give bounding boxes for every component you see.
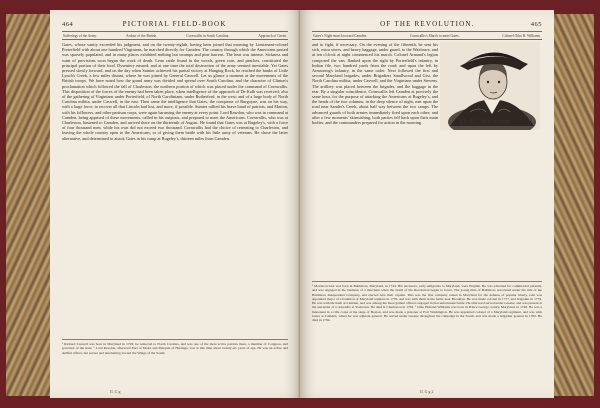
left-page-header [62,18,288,30]
right-subhead: Cornwallis's March to meet Gates. [409,33,460,38]
left-body-text: Gates, whose vanity exceeded his judgment, and on the twenty-eighth, having been joined that morning by Lieutenant-colonel Porterfield with about one hundred Virginians, he marched directly for Camden. The country through which the Americans passed was sparsely populated, and in many places exhibited nothing but swamps and pine barrens. The heat was intense. Sickness and want of provisions soon began the work of death. Lean cattle found in the woods, green corn, and peaches, constituted the principal portion of their food. Dysentery ensued, and at one time the total destruction of the army seemed inevitable. Yet Gates pressed slowly forward, and on the day when Sumter achieved his partial victory at Hanging Rock, he reached the banks of Little Lynch's Creek, a few miles distant, where he was joined by General Caswell. Let us glance a moment at the movements of the British troops. We have noted how the grand army was divided and spread over South Carolina, and the character of Clinton's proclamation which followed the fall of Charleston, the northern portion of which was placed under the command of Cornwallis. This disposition of the forces of the enemy had been taken place, when intelligence of the approach of De Kalb was received; also of the gathering of Virginians under Porterfield, of North Carolinians, under Rutherford, in the west; and of a large body of North Carolina militia, under Caswell, in the east. Then came the intelligence that Gates, the conqueror of Burgoyne, was on his way, with a large force, to recover all that Lincoln had lost, and more, if possible. Sumter rallied his brave band of patriots, and Marion, with his followers, and other partisan corps, were again harassing the enemy at every point. Lord Rawdon, who was in command at Camden, being apprised of these movements, called in his outposts, and prepared to meet the Americans. Cornwallis, who was at Charleston, hastened to Camden, and arrived there on the thirteenth of August. He found that Gates was at Rugeley's, with a force of four thousand men, while his own did not exceed two thousand. Cornwallis had the choice of retreating to Charleston, and leaving the whole country open to the Americans, or of giving them battle with his little army of veterans. He chose the latter alternative, and determined to attack Gates in his camp at Rugeley's, thirteen miles from Camden. [62,42,288,141]
portrait-signature: O. H. Williams [460,118,511,126]
right-body-text [312,42,542,278]
left-page-footer: II. G g [110,389,121,394]
right-page-header [312,18,542,30]
left-subhead: Approach of Green. [258,33,287,38]
left-subhead: Ardour of the British. [125,33,158,38]
right-body-paragraph: and to fight, if necessary. On the evening of the fifteenth, he sent his sick, extra stores, and heavy baggage, under guard, to the Waxhaws; and at ten o'clock at night commenced his march. Colonel Armand's legion composed the van, flanked upon the right by Porterfield's infantry, in Indian file, two hundred yards from the road; and upon the left by Armstrong's infantry, in the same order. Next followed the first and second Maryland brigades, under Brigadiers Smallwood and Gist, the North Carolina militia, under Caswell, and the Virginians under Stevens. The artillery was placed between the brigades, and the baggage in the rear. By a singular coincidence, Cornwallis left Camden at precisely the same hour, for the purpose of attacking the Americans at Rugeley's, and the heads of the two columns, in the deep silence of night, met upon the road near Sander's Creek, about half way between the two camps. The advanced guards of both armies immediately fired upon each other; and after a few moments' skirmishing, both parties fell back upon their main bodies, and the commanders prepared for action in the morning. [312,42,438,126]
left-page [50,10,300,398]
right-page-footer: II. G g 2 [420,389,434,394]
left-subhead: Sufferings of the Army. [63,33,97,38]
right-footnotes: ¹ Mordecai Gist was born in Baltimore, Maryland, in 1743. His ancestors, early emigrants to Maryland, were English. He was educated for commercial pursuits, and was engaged in the business of a merchant when the storm of the Revolution began to lower. The young men of Baltimore associated under the title of the Baltimore Independent Company, and elected Gist their captain. This was the first company raised in Maryland for the defense of popular liberty. Gist was appointed major of a battalion of Maryland regulars in 1776, and was with them in the battle near Brooklyn. He was made colonel in 1777, and brigadier in 1779. He was with De Kalb at Camden, and was among the most gallant officers engaged in that unfortunate battle. He afterward served under Greene, and was present at the surrender of Cornwallis at Yorktown. He died at Charleston in 1792. ² Otho Holland Williams was born in Prince George county, Maryland, in 1748. He was a lieutenant in a rifle corps at the siege of Boston, and was made a prisoner at Fort Washington. He was appointed colonel of a Maryland regiment, and was with Gates at Camden, where he was adjutant general. He served under Greene throughout his campaign in the South, and was made a brigadier general in 1782. He died in 1794. [312,281,542,384]
left-subheads [62,31,288,40]
left-footnotes: ¹ Richard Caswell was born in Maryland in 1729; he removed to North Carolina, and was one of the most active patriots there, a member of Congress, and governor of the state. ² Lord Rawdon, afterward Earl of Moira and Marquis of Hastings, was at this time about twenty-six years of age. He was an active and skillful officer, but severe and unrelenting toward the Whigs of the South. [62,339,288,384]
marbled-edge-left [6,14,52,396]
right-page [300,10,554,398]
marbled-edge-right [552,14,594,396]
left-subhead: Cornwallis in South Carolina. [186,33,230,38]
right-running-title: OF THE REVOLUTION. [380,20,475,28]
right-subhead: Colonel Otho H. Williams. [502,33,541,38]
left-running-title: PICTORIAL FIELD-BOOK [122,20,227,28]
right-page-number: 465 [530,20,542,28]
right-subheads [312,31,542,40]
right-subhead: Gates's Night-march toward Camden. [313,33,368,38]
left-page-number: 464 [62,20,74,28]
